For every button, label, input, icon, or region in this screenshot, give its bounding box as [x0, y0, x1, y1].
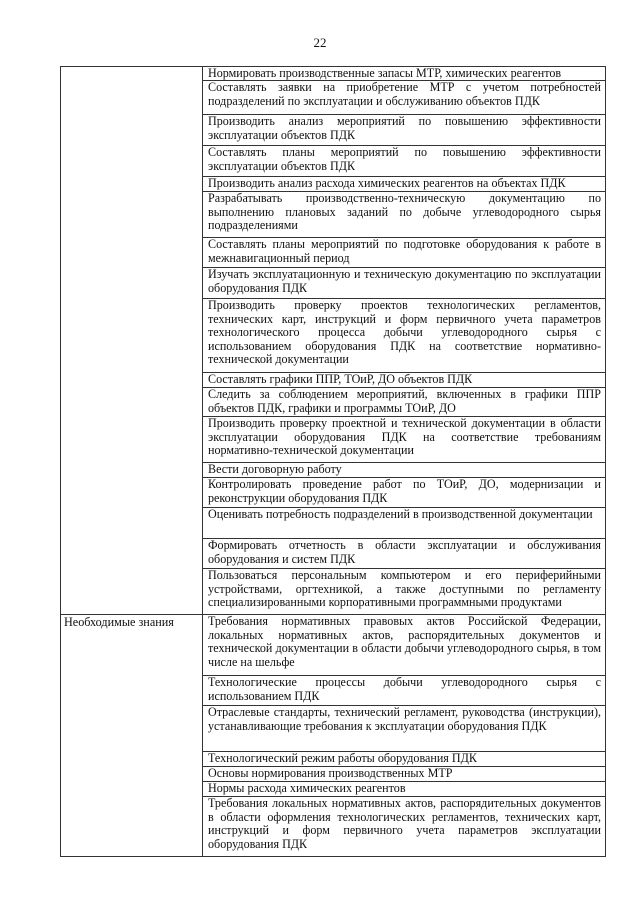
skill-item: Нормировать производственные запасы МТР, химических реагентов: [203, 67, 605, 81]
knowledge-item: Основы нормирования производственных МТР: [203, 767, 605, 782]
skill-item: Составлять планы мероприятий по повышению эффективности эксплуатации объектов ПДК: [203, 146, 605, 177]
knowledge-cell: [203, 615, 606, 857]
knowledge-item: Требования нормативных правовых актов Российской Федерации, локальных нормативных актов, распорядительных документов и технической документации в области добычи углеводородного сырья, в том числе на шельфе: [203, 615, 605, 676]
skill-item: Составлять заявки на приобретение МТР с учетом потребностей подразделений по эксплуатации и обслуживанию объектов ПДК: [203, 81, 605, 115]
skill-item: Производить проверку проектной и технической документации в области эксплуатации оборудования ПДК на соответствие требованиям нормативно-технической документации: [203, 417, 605, 463]
knowledge-row: [61, 615, 606, 857]
skill-item: Производить анализ мероприятий по повышению эффективности эксплуатации объектов ПДК: [203, 115, 605, 146]
page-number: 22: [313, 35, 327, 50]
skill-item: Разрабатывать производственно-техническую документацию по выполнению плановых заданий по добыче углеводородного сырья подразделениями: [203, 192, 605, 238]
skill-item: Составлять планы мероприятий по подготовке оборудования к работе в межнавигационный период: [203, 238, 605, 268]
skill-item: Оценивать потребность подразделений в производственной документации: [203, 508, 605, 539]
knowledge-item: Технологические процессы добычи углеводородного сырья с использованием ПДК: [203, 676, 605, 706]
knowledge-label-cell: [61, 615, 203, 857]
skill-item: Контролировать проведение работ по ТОиР, ДО, модернизации и реконструкции оборудования ПДК: [203, 478, 605, 508]
competency-table: [60, 66, 606, 857]
knowledge-item: Нормы расхода химических реагентов: [203, 782, 605, 797]
skill-item: Изучать эксплуатационную и техническую документацию по эксплуатации оборудования ПДК: [203, 268, 605, 299]
knowledge-item: Отраслевые стандарты, технический регламент, руководства (инструкции), устанавливающие требования к эксплуатации оборудования ПДК: [203, 706, 605, 752]
skills-cell: [203, 67, 606, 615]
knowledge-item: Требования локальных нормативных актов, распорядительных документов в области оформления технологических регламентов, технических карт, инструкций и форм первичного учета параметров эксплуатации оборудования ПДК: [208, 797, 601, 851]
skills-label-cell: [61, 67, 203, 615]
knowledge-item: Технологический режим работы оборудования ПДК: [203, 752, 605, 767]
skill-item: Следить за соблюдением мероприятий, включенных в графики ППР объектов ПДК, графики и программы ТОиР, ДО: [203, 388, 605, 417]
skill-item: Формировать отчетность в области эксплуатации и обслуживания оборудования и систем ПДК: [203, 539, 605, 569]
skill-item: Пользоваться персональным компьютером и его периферийными устройствами, оргтехникой, а также доступными по регламенту специализированными корпоративными программными продуктами: [208, 569, 601, 610]
skill-item: Производить анализ расхода химических реагентов на объектах ПДК: [203, 177, 605, 192]
skill-item: Составлять графики ППР, ТОиР, ДО объектов ПДК: [203, 373, 605, 388]
skill-item: Вести договорную работу: [203, 463, 605, 478]
skills-row: [61, 67, 606, 615]
section-label: Необходимые знания: [64, 615, 174, 629]
skill-item: Производить проверку проектов технологических регламентов, технических карт, инструкций и форм первичного учета параметров технологического процесса добычи углеводородного сырья с использованием оборудования ПДК на соответствие нормативно-технической документации: [203, 299, 605, 373]
